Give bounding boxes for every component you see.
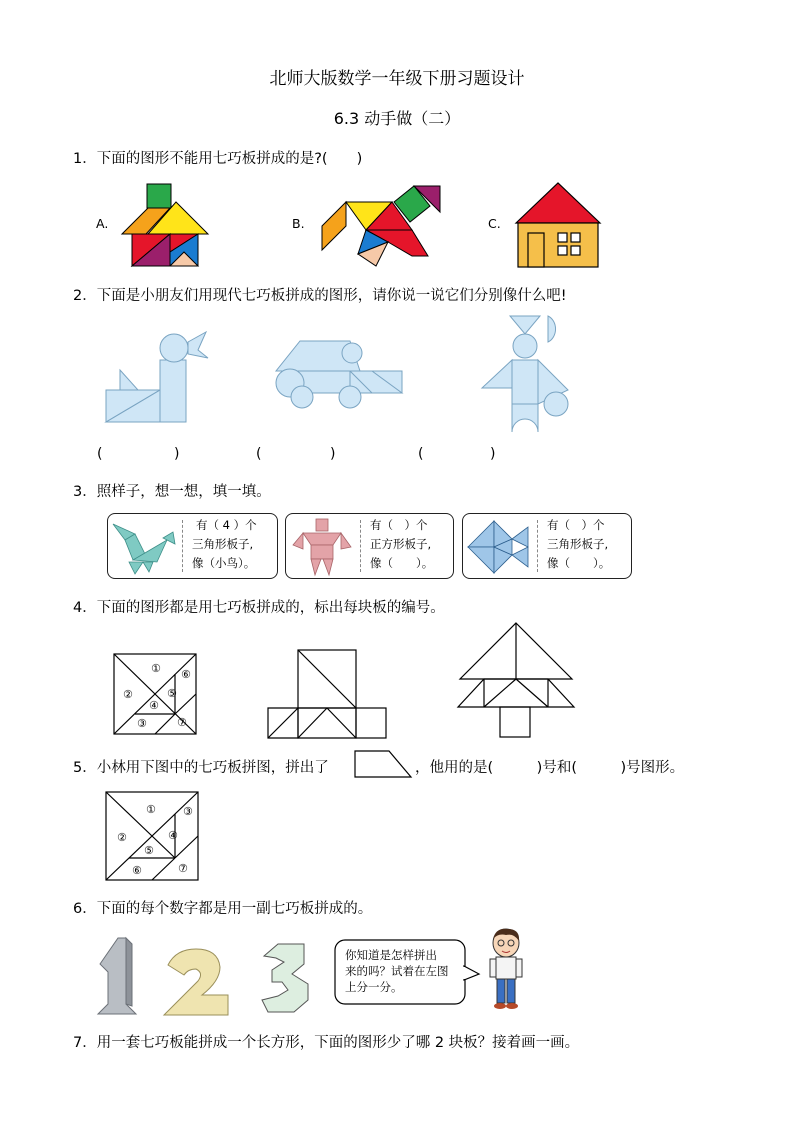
blank-2a-open: (: [97, 446, 103, 462]
tangram-boat: [266, 648, 390, 742]
speech-bubble: [333, 938, 469, 1006]
option-c-label: C.: [488, 216, 501, 231]
tangram-square-q5: [105, 791, 199, 881]
card2-line2: 正方形板子,: [370, 537, 432, 551]
tangram-digit-2: [158, 945, 234, 1017]
question-5-part1: 5．小林用下图中的七巧板拼图，拼出了: [73, 760, 329, 776]
card3-line2: 三角形板子,: [547, 537, 609, 551]
tangram-person: [478, 312, 574, 436]
blank-2a-close: ): [174, 446, 180, 462]
section-title: 6.3 动手做（二）: [333, 109, 461, 128]
q4-label-3: ③: [137, 717, 147, 730]
q4-label-7: ⑦: [177, 716, 187, 729]
question-7: 7．用一套七巧板能拼成一个长方形，下面的图形少了哪 2 块板？接着画一画。: [73, 1035, 580, 1051]
card2-line1: 有（ ）个: [370, 518, 428, 532]
page-title: 北师大版数学一年级下册习题设计: [269, 69, 525, 89]
tangram-fish: [466, 517, 536, 577]
boy-illustration: [484, 927, 528, 1011]
question-6: 6．下面的每个数字都是用一副七巧板拼成的。: [73, 901, 373, 917]
card1-line2: 三角形板子,: [192, 537, 254, 551]
tangram-bird: [111, 518, 181, 576]
bubble-line-1: 你知道是怎样拼出: [345, 948, 437, 962]
q5-label-4: ④: [168, 829, 178, 842]
tangram-car: [272, 337, 410, 409]
q5-label-7: ⑦: [178, 862, 188, 875]
q5-label-2: ②: [117, 831, 127, 844]
tangram-house-a: [118, 182, 213, 268]
question-4: 4．下面的图形都是用七巧板拼成的，标出每块板的编号。: [73, 600, 445, 616]
tangram-horse-b: [318, 182, 444, 268]
question-5-part2: ，他用的是( )号和( )号图形。: [415, 760, 685, 776]
blank-2b-close: ): [330, 446, 336, 462]
tangram-tree: [454, 621, 578, 741]
q4-label-4: ④: [149, 699, 159, 712]
blank-2b-open: (: [256, 446, 262, 462]
tangram-digit-3: [258, 940, 314, 1014]
option-b-label: B.: [292, 216, 305, 231]
house-c: [512, 181, 604, 269]
q5-label-3: ③: [183, 805, 193, 818]
blank-2c-open: (: [418, 446, 424, 462]
tangram-square-labeled: [113, 653, 197, 735]
example-card-bird: [107, 513, 278, 579]
question-3: 3．照样子，想一想，填一填。: [73, 484, 271, 500]
tangram-digit-1: [96, 934, 138, 1016]
blank-2c-close: ): [490, 446, 496, 462]
q4-label-2: ②: [123, 688, 133, 701]
option-a-label: A.: [96, 216, 109, 231]
question-2: 2．下面是小朋友们用现代七巧板拼成的图形，请你说一说它们分别像什么吧!: [73, 288, 567, 304]
q5-label-5: ⑤: [144, 844, 154, 857]
card1-line1: 有（ 4 ）个: [196, 518, 257, 532]
tangram-figure: [289, 517, 359, 577]
parallelogram-shape: [353, 749, 413, 779]
example-card-person: [285, 513, 454, 579]
q5-label-1: ①: [146, 803, 156, 816]
example-card-fish: [462, 513, 632, 579]
q4-label-6: ⑥: [181, 668, 191, 681]
q4-label-5: ⑤: [167, 687, 177, 700]
bubble-line-3: 上分一分。: [345, 980, 403, 994]
card1-line3: 像（小鸟）。: [192, 556, 256, 570]
tangram-swan: [104, 328, 214, 424]
card3-line3: 像（ ）。: [547, 556, 611, 570]
q5-label-6: ⑥: [132, 864, 142, 877]
q4-label-1: ①: [151, 662, 161, 675]
card3-line1: 有（ ）个: [547, 518, 605, 532]
question-1: 1．下面的图形不能用七巧板拼成的是?( ): [73, 151, 363, 167]
card2-line3: 像（ ）。: [370, 556, 434, 570]
bubble-line-2: 来的吗？试着在左图: [345, 964, 449, 978]
